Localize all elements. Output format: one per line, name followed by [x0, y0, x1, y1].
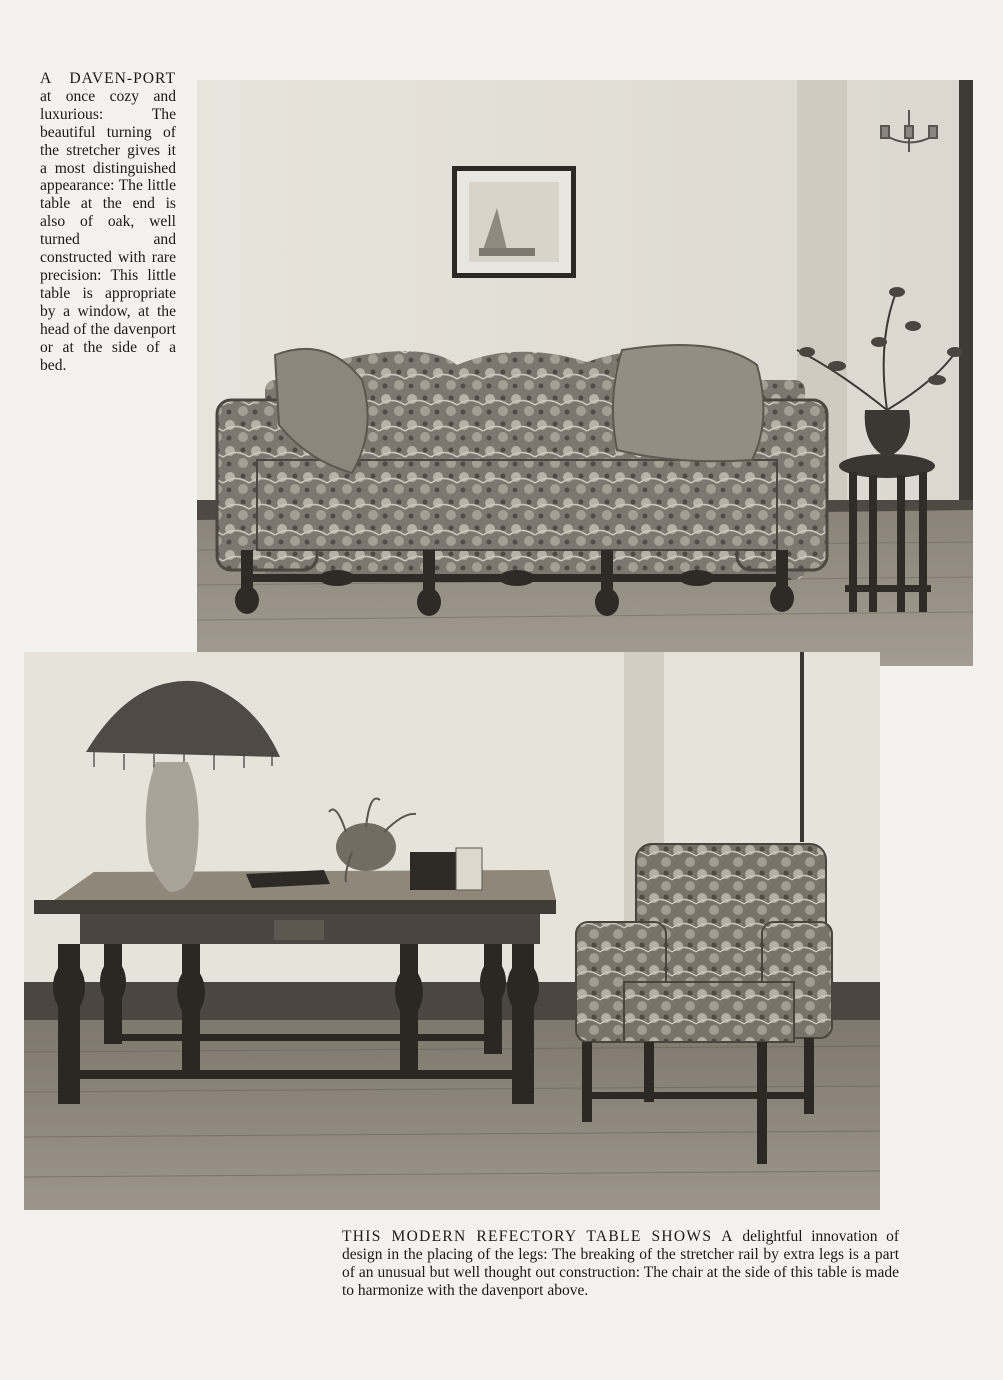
- refectory-table-caption: [342, 1228, 899, 1300]
- davenport-caption-body: at once cozy and luxurious: The beautiful turning of the stretcher gives it a most distinguished appearance: The little table at the end is also of oak, well turned and constructed with rare precision: This little table is appropriate by a window, at the head of the davenport or at the side of a bed.: [40, 87, 176, 374]
- davenport-caption: [40, 70, 176, 374]
- refectory-caption-body: delightful innovation of design in the placing of the legs: The breaking of the stretcher rail by extra legs is a part of an unusual but well thought out construction: The chair at the side of this table is made to harmonize with the davenport above.: [342, 1228, 899, 1299]
- refectory-caption-lead: THIS MODERN REFECTORY TABLE SHOWS A: [342, 1228, 734, 1245]
- refectory-table-photo: [24, 652, 880, 1210]
- davenport-caption-lead: A DAVEN-PORT: [40, 70, 176, 87]
- davenport-photo: [197, 80, 973, 666]
